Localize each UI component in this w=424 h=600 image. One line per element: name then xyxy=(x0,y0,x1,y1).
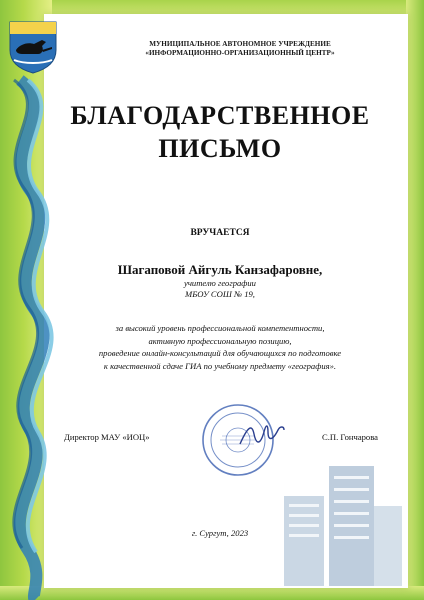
signatory-name: С.П. Гончарова xyxy=(322,432,378,442)
ribbon-decoration xyxy=(0,0,70,600)
signature-icon xyxy=(238,420,286,452)
surgut-coat-of-arms-icon xyxy=(8,20,58,74)
organization-line-2: «ИНФОРМАЦИОННО-ОРГАНИЗАЦИОННЫЙ ЦЕНТР» xyxy=(145,49,335,57)
title-line-2: ПИСЬМО xyxy=(158,134,282,163)
awarded-label: ВРУЧАЕТСЯ xyxy=(190,228,250,238)
organization-line-1: МУНИЦИПАЛЬНОЕ АВТОНОМНОЕ УЧРЕЖДЕНИЕ xyxy=(149,40,331,48)
frame-right xyxy=(406,0,424,600)
reason-line-1: за высокий уровень профессиональной компетентности, xyxy=(115,323,325,333)
award-reason xyxy=(60,322,380,372)
reason-line-4: к качественной сдаче ГИА по учебному предмету «география». xyxy=(103,360,337,371)
position-line-1: учителю географии xyxy=(184,278,256,288)
organization-header xyxy=(100,40,380,58)
recipient-position xyxy=(120,278,320,300)
reason-line-2: активную профессиональную позицию, xyxy=(148,335,292,346)
signatory-role: Директор МАУ «ИОЦ» xyxy=(64,432,150,442)
document-title xyxy=(70,99,370,165)
position-line-2: МБОУ СОШ № 19, xyxy=(185,289,255,299)
title-line-1: БЛАГОДАРСТВЕННОЕ xyxy=(70,101,370,130)
building-watermark xyxy=(274,446,404,586)
place-and-date: г. Сургут, 2023 xyxy=(191,528,249,538)
recipient-name: Шагаповой Айгуль Канзафаровне, xyxy=(117,262,323,277)
reason-line-3: проведение онлайн-консультаций для обучающихся по подготовке xyxy=(98,348,342,358)
